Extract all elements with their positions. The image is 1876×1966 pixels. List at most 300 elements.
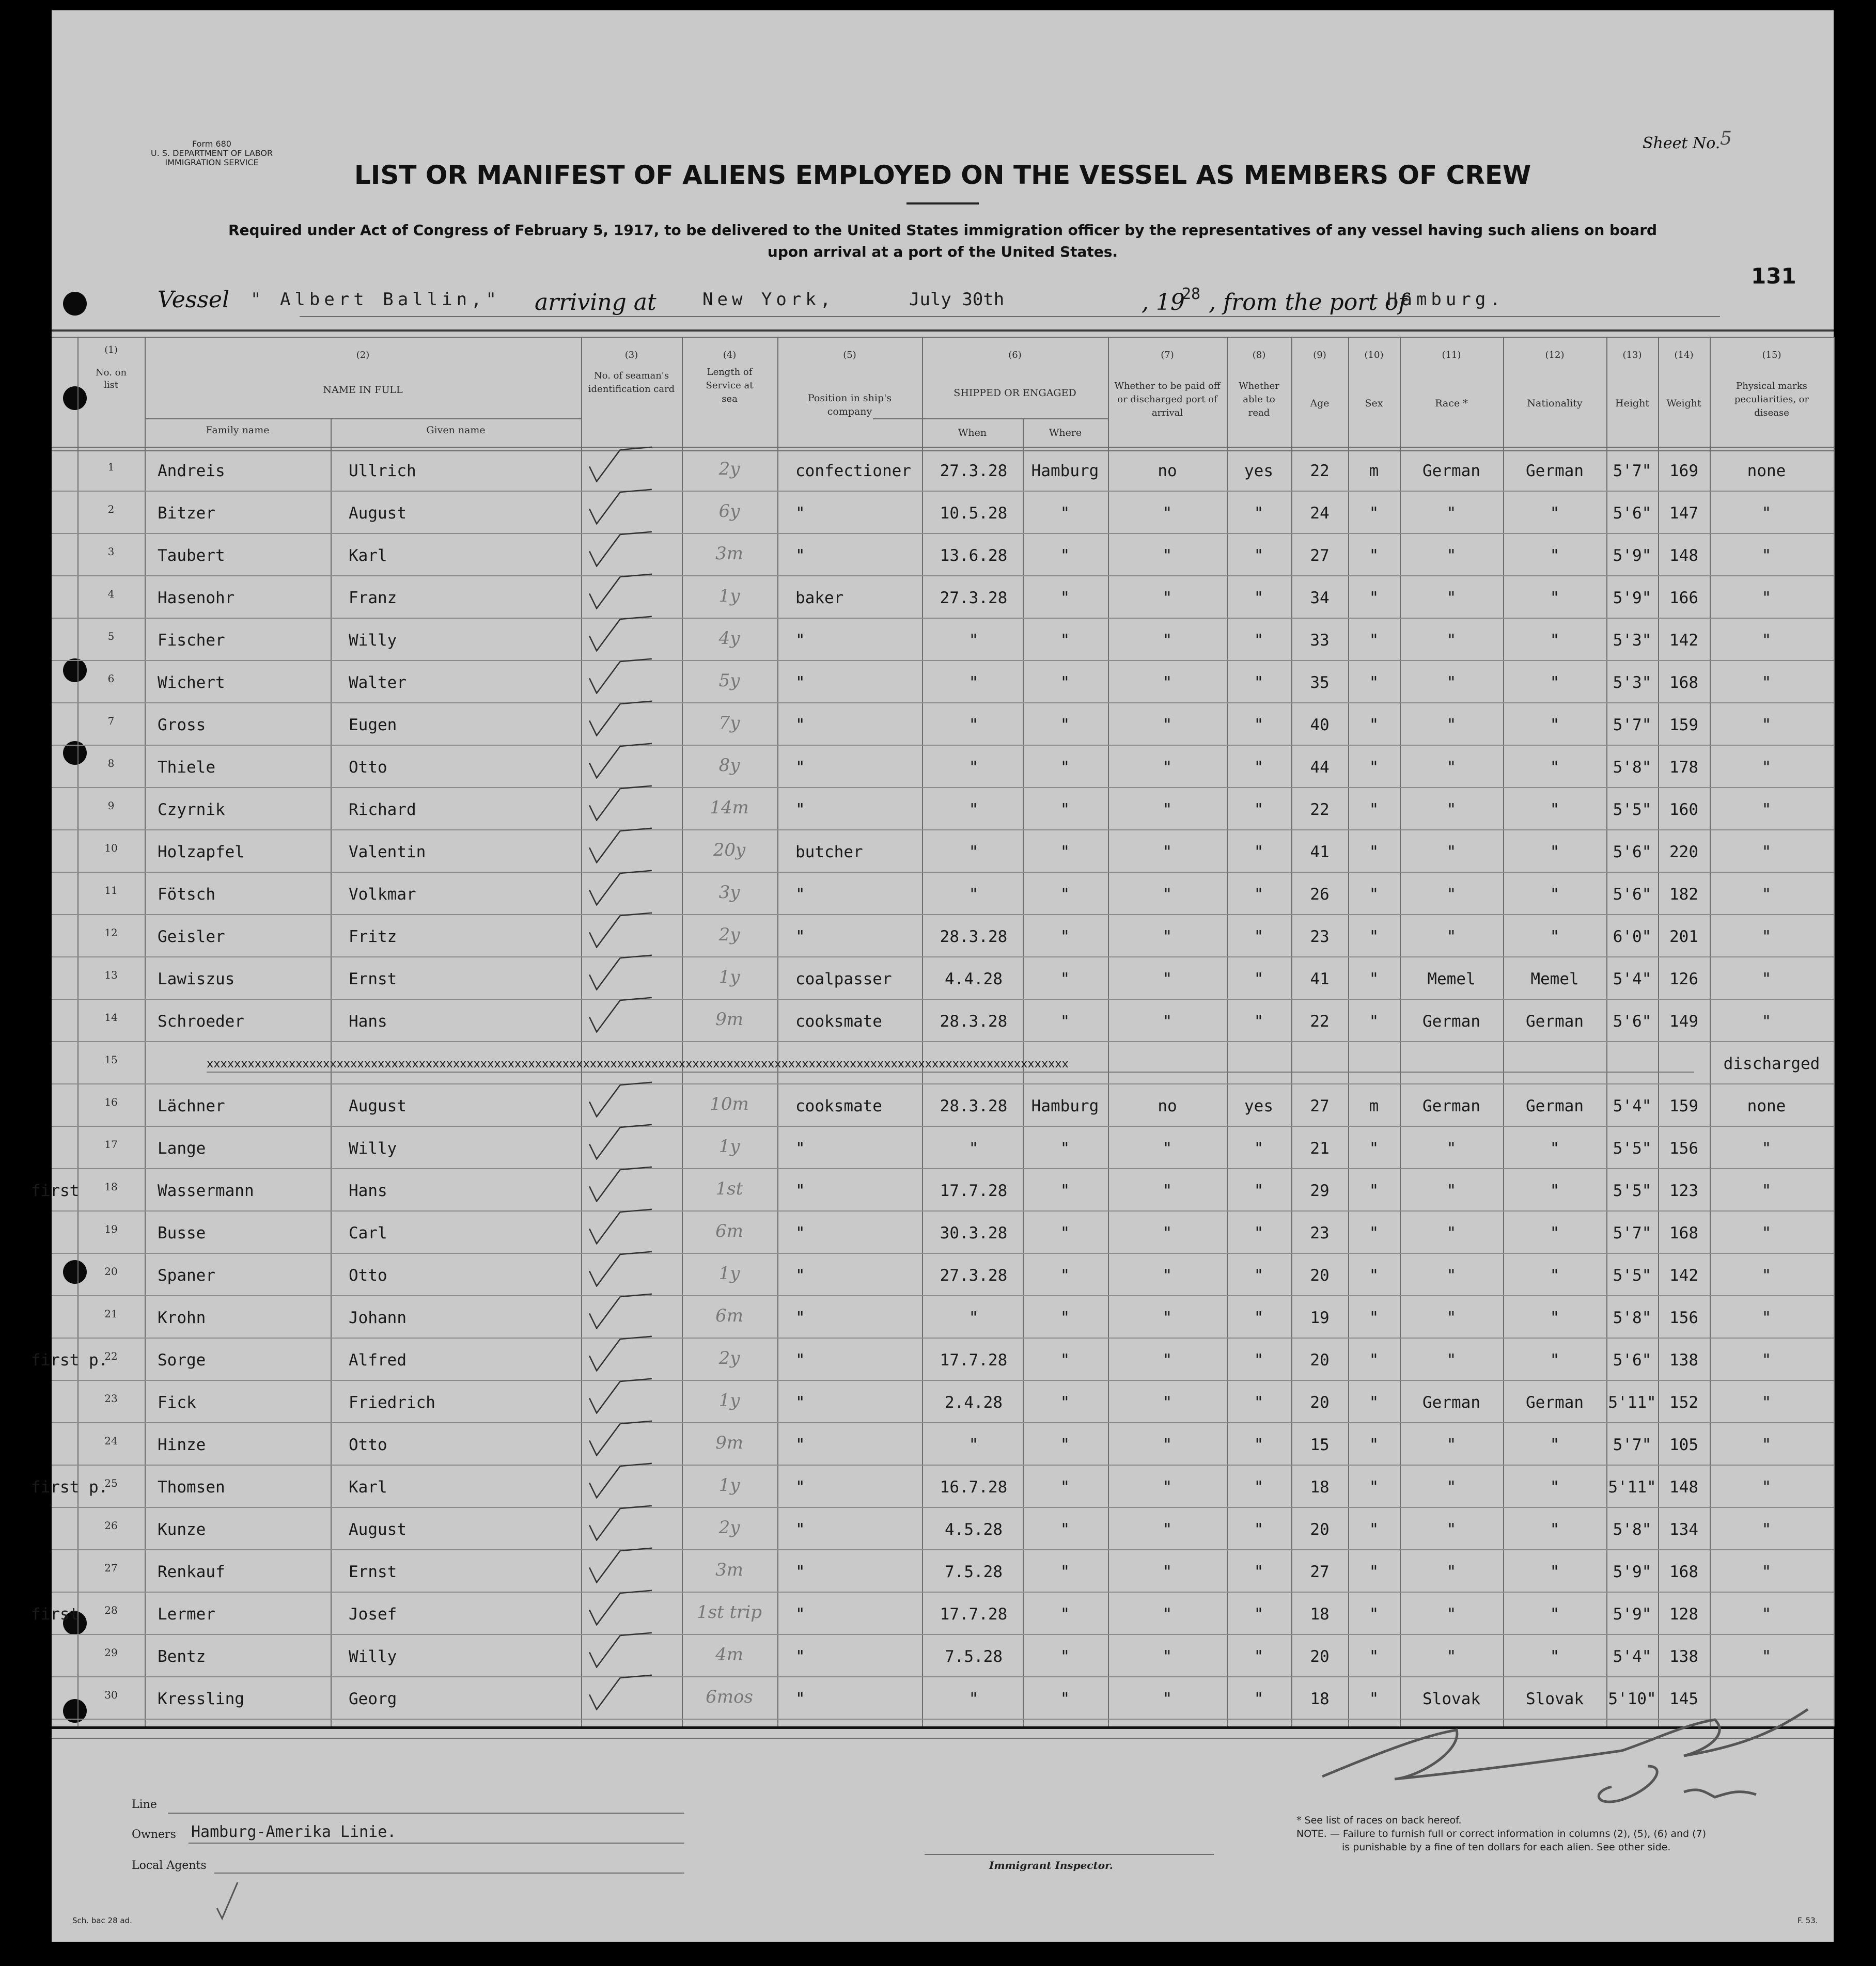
- height: 5'3": [1613, 631, 1652, 650]
- family-name: Bitzer: [158, 504, 215, 523]
- punch-hole: [63, 1260, 87, 1284]
- arrival-port: New York,: [702, 289, 835, 310]
- shipped-where: ": [1060, 1266, 1070, 1285]
- col-2b-header: Given name: [426, 424, 486, 436]
- row-line: [52, 1634, 1834, 1635]
- length-of-service: 2y: [718, 924, 740, 945]
- shipped-when: 10.5.28: [940, 504, 1008, 523]
- position: ": [795, 716, 805, 734]
- check-mark-icon: [584, 1505, 661, 1541]
- sex: ": [1369, 716, 1379, 734]
- sex: ": [1369, 504, 1379, 523]
- paid-off: ": [1162, 631, 1172, 650]
- weight: 147: [1669, 504, 1698, 523]
- age: 40: [1310, 716, 1330, 734]
- table-top-border: [52, 329, 1834, 332]
- race: Slovak: [1422, 1690, 1480, 1708]
- physical-marks: ": [1761, 1266, 1772, 1285]
- row-number: 27: [104, 1562, 118, 1574]
- physical-marks: ": [1761, 1351, 1772, 1370]
- able-to-read: ": [1254, 1436, 1264, 1454]
- check-mark-icon: [584, 1293, 661, 1329]
- sex: ": [1369, 843, 1379, 861]
- race: ": [1446, 1605, 1457, 1624]
- title-rule: [906, 202, 979, 205]
- physical-marks: ": [1761, 1647, 1772, 1666]
- paid-off: ": [1162, 1139, 1172, 1158]
- shipped-when: 28.3.28: [940, 927, 1008, 946]
- length-of-service: 6m: [715, 1306, 743, 1326]
- nationality: ": [1550, 589, 1560, 607]
- race: ": [1446, 758, 1457, 777]
- column-line: [77, 337, 79, 1726]
- shipped-where: ": [1060, 800, 1070, 819]
- shipped-where: Hamburg: [1031, 1097, 1099, 1115]
- weight: 156: [1669, 1309, 1698, 1327]
- height: 5'8": [1613, 758, 1652, 777]
- col-7-header: Whether to be paid off or discharged port of arrival: [1114, 381, 1221, 418]
- physical-marks: ": [1761, 673, 1772, 692]
- height: 5'9": [1613, 1563, 1652, 1581]
- position: ": [795, 1647, 805, 1666]
- shipped-when: 27.3.28: [940, 462, 1008, 480]
- column-line: [1834, 337, 1835, 1726]
- shipped-when: 17.7.28: [940, 1605, 1008, 1624]
- arrival-year: 28: [1182, 285, 1201, 303]
- shipped-where: ": [1060, 1478, 1070, 1497]
- shipped-where: ": [1060, 1309, 1070, 1327]
- check-mark-icon: [584, 785, 661, 821]
- row-line: [52, 787, 1834, 788]
- height: 5'6": [1613, 504, 1652, 523]
- shipped-when: ": [968, 716, 979, 734]
- column-line: [777, 337, 778, 1726]
- check-mark-icon: [584, 1081, 661, 1118]
- nationality: ": [1550, 1605, 1560, 1624]
- family-name: Geisler: [158, 927, 225, 946]
- position: ": [795, 546, 805, 565]
- row-line: [52, 1041, 1834, 1042]
- weight: 105: [1669, 1436, 1698, 1454]
- age: 21: [1310, 1139, 1330, 1158]
- physical-marks: ": [1761, 1520, 1772, 1539]
- race: ": [1446, 927, 1457, 946]
- nationality: ": [1550, 1182, 1560, 1200]
- given-name: August: [349, 1520, 407, 1539]
- able-to-read: ": [1254, 1478, 1264, 1497]
- row-line: [52, 1295, 1834, 1296]
- row-line: [52, 702, 1834, 703]
- col-4-header: Length of Service at sea: [706, 367, 754, 404]
- race: ": [1446, 1309, 1457, 1327]
- row-number: 21: [104, 1308, 118, 1320]
- nationality: ": [1550, 1351, 1560, 1370]
- height: 5'5": [1613, 800, 1652, 819]
- check-mark-icon: [584, 1462, 661, 1499]
- row-line: [52, 1422, 1834, 1423]
- nationality: ": [1550, 1520, 1560, 1539]
- col-6-header: SHIPPED OR ENGAGED: [953, 387, 1076, 399]
- length-of-service: 1st: [715, 1178, 743, 1199]
- weight: 128: [1669, 1605, 1698, 1624]
- height: 5'9": [1613, 546, 1652, 565]
- race: German: [1422, 1012, 1480, 1031]
- weight: 182: [1669, 885, 1698, 904]
- row-number: 15: [104, 1053, 118, 1066]
- family-name: Spaner: [158, 1266, 215, 1285]
- physical-marks: ": [1761, 631, 1772, 650]
- family-name: Wassermann: [158, 1182, 254, 1200]
- check-mark-icon: [584, 912, 661, 948]
- row-line: [52, 1338, 1834, 1339]
- nationality: ": [1550, 758, 1560, 777]
- inspector-label: Immigrant Inspector.: [989, 1859, 1113, 1871]
- able-to-read: ": [1254, 546, 1264, 565]
- able-to-read: ": [1254, 970, 1264, 988]
- physical-marks: ": [1761, 1309, 1772, 1327]
- row-number: 13: [104, 969, 118, 981]
- weight: 168: [1669, 1563, 1698, 1581]
- nationality: ": [1550, 843, 1560, 861]
- height: 5'9": [1613, 1605, 1652, 1624]
- sex: ": [1369, 1309, 1379, 1327]
- age: 18: [1310, 1690, 1330, 1708]
- able-to-read: ": [1254, 1182, 1264, 1200]
- shipped-where: ": [1060, 885, 1070, 904]
- nationality: ": [1550, 673, 1560, 692]
- shipped-when: 27.3.28: [940, 1266, 1008, 1285]
- height: 5'5": [1613, 1266, 1652, 1285]
- position: coalpasser: [795, 970, 892, 988]
- weight: 159: [1669, 1097, 1698, 1115]
- given-name: Hans: [349, 1182, 387, 1200]
- check-mark-icon: [584, 616, 661, 652]
- row-line: [52, 914, 1834, 915]
- col-8-header: Whether able to read: [1239, 381, 1279, 418]
- row-number: 29: [104, 1646, 118, 1659]
- header-bottom-border: [52, 450, 1834, 451]
- row-line: [52, 1168, 1834, 1169]
- able-to-read: ": [1254, 758, 1264, 777]
- physical-marks: ": [1761, 589, 1772, 607]
- shipped-where: ": [1060, 927, 1070, 946]
- race: ": [1446, 1351, 1457, 1370]
- physical-marks: none: [1747, 1097, 1786, 1115]
- able-to-read: ": [1254, 673, 1264, 692]
- check-mark-icon: [584, 827, 661, 863]
- sex: ": [1369, 885, 1379, 904]
- schedule-code: Sch. bac 28 ad.: [72, 1916, 132, 1925]
- shipped-where: ": [1060, 758, 1070, 777]
- age: 22: [1310, 1012, 1330, 1031]
- row-number: 24: [104, 1435, 118, 1447]
- shipped-where: ": [1060, 1351, 1070, 1370]
- length-of-service: 2y: [718, 459, 740, 479]
- row-number: 8: [107, 757, 115, 769]
- age: 34: [1310, 589, 1330, 607]
- sex: ": [1369, 546, 1379, 565]
- paid-off: ": [1162, 1520, 1172, 1539]
- nationality: Slovak: [1526, 1690, 1584, 1708]
- age: 22: [1310, 462, 1330, 480]
- able-to-read: ": [1254, 1351, 1264, 1370]
- row-line: [52, 956, 1834, 957]
- age: 29: [1310, 1182, 1330, 1200]
- race: Memel: [1427, 970, 1476, 988]
- shipped-where: ": [1060, 1647, 1070, 1666]
- col-14-header: Weight: [1666, 398, 1701, 409]
- age: 44: [1310, 758, 1330, 777]
- column-line: [1710, 337, 1711, 1726]
- length-of-service: 10m: [710, 1094, 749, 1114]
- paid-off: ": [1162, 716, 1172, 734]
- col-2a-header: Family name: [206, 424, 270, 436]
- length-of-service: 2y: [718, 1348, 740, 1369]
- height: 5'4": [1613, 1097, 1652, 1115]
- height: 5'6": [1613, 1012, 1652, 1031]
- age: 23: [1310, 1224, 1330, 1242]
- row-line: [52, 1380, 1834, 1381]
- position: cooksmate: [795, 1097, 882, 1115]
- able-to-read: ": [1254, 504, 1264, 523]
- nationality: German: [1526, 462, 1584, 480]
- column-line: [1606, 337, 1607, 1726]
- paid-off: ": [1162, 1690, 1172, 1708]
- row-number: 14: [104, 1011, 118, 1024]
- physical-marks: ": [1761, 885, 1772, 904]
- family-name: Busse: [158, 1224, 206, 1242]
- age: 27: [1310, 546, 1330, 565]
- given-name: Karl: [349, 1478, 387, 1497]
- able-to-read: ": [1254, 1309, 1264, 1327]
- sex: ": [1369, 1266, 1379, 1285]
- given-name: Richard: [349, 800, 416, 819]
- position: ": [795, 1478, 805, 1497]
- able-to-read: ": [1254, 1139, 1264, 1158]
- check-mark-icon: [584, 531, 661, 567]
- paid-off: ": [1162, 589, 1172, 607]
- col-15-number: (15): [1762, 350, 1781, 360]
- position: butcher: [795, 843, 863, 861]
- given-name: Valentin: [349, 843, 426, 861]
- race: ": [1446, 716, 1457, 734]
- age: 20: [1310, 1266, 1330, 1285]
- height: 5'6": [1613, 1351, 1652, 1370]
- family-name: Lermer: [158, 1605, 215, 1624]
- position: ": [795, 673, 805, 692]
- weight: 138: [1669, 1647, 1698, 1666]
- shipped-where: ": [1060, 970, 1070, 988]
- check-mark-icon: [584, 1166, 661, 1202]
- age: 41: [1310, 843, 1330, 861]
- nationality: ": [1550, 1647, 1560, 1666]
- row-number: 6: [107, 672, 115, 685]
- family-name: Gross: [158, 716, 206, 734]
- age: 41: [1310, 970, 1330, 988]
- strike-through-line: [207, 1072, 1694, 1073]
- nationality: ": [1550, 1309, 1560, 1327]
- row-number: 20: [104, 1265, 118, 1278]
- col-6-number: (6): [1008, 350, 1022, 360]
- shipped-when: 4.5.28: [945, 1520, 1003, 1539]
- able-to-read: ": [1254, 1266, 1264, 1285]
- col-11-number: (11): [1442, 350, 1461, 360]
- sex: ": [1369, 970, 1379, 988]
- age: 35: [1310, 673, 1330, 692]
- height: 5'9": [1613, 589, 1652, 607]
- paid-off: ": [1162, 1224, 1172, 1242]
- col-10-header: Sex: [1365, 398, 1383, 409]
- family-name: Kunze: [158, 1520, 206, 1539]
- shipped-where: ": [1060, 843, 1070, 861]
- position: ": [795, 758, 805, 777]
- paid-off: ": [1162, 1478, 1172, 1497]
- given-name: Hans: [349, 1012, 387, 1031]
- sex: ": [1369, 1563, 1379, 1581]
- paid-off: ": [1162, 800, 1172, 819]
- weight: 134: [1669, 1520, 1698, 1539]
- race: ": [1446, 546, 1457, 565]
- length-of-service: 3y: [718, 882, 740, 903]
- race: ": [1446, 1139, 1457, 1158]
- race: ": [1446, 1436, 1457, 1454]
- family-name: Fischer: [158, 631, 225, 650]
- height: 5'11": [1608, 1393, 1656, 1412]
- department-name: U. S. DEPARTMENT OF LABOR: [150, 148, 273, 158]
- family-name: Renkauf: [158, 1563, 225, 1581]
- length-of-service: 4y: [718, 628, 740, 649]
- sex: m: [1369, 462, 1379, 480]
- paid-off: ": [1162, 504, 1172, 523]
- footnote-block: [1296, 1814, 1706, 1854]
- shipped-when: 4.4.28: [945, 970, 1003, 988]
- age: 27: [1310, 1097, 1330, 1115]
- row-number: 26: [104, 1519, 118, 1532]
- position: ": [795, 885, 805, 904]
- check-mark-icon: [584, 1632, 661, 1668]
- length-of-service: 3m: [715, 1560, 743, 1580]
- nationality: German: [1526, 1393, 1584, 1412]
- sex: ": [1369, 1012, 1379, 1031]
- position: ": [795, 1182, 805, 1200]
- shipped-when: ": [968, 631, 979, 650]
- sex: ": [1369, 1690, 1379, 1708]
- weight: 168: [1669, 673, 1698, 692]
- given-name: Otto: [349, 1266, 387, 1285]
- paid-off: ": [1162, 546, 1172, 565]
- check-mark-icon: [584, 1590, 661, 1626]
- position: ": [795, 800, 805, 819]
- nationality: ": [1550, 631, 1560, 650]
- weight: 138: [1669, 1351, 1698, 1370]
- height: 5'10": [1608, 1690, 1656, 1708]
- row-number: 10: [104, 842, 118, 854]
- weight: 160: [1669, 800, 1698, 819]
- header-bottom-border: [52, 447, 1834, 448]
- margin-note: first p.: [31, 1478, 108, 1497]
- nationality: Memel: [1530, 970, 1579, 988]
- race: ": [1446, 1647, 1457, 1666]
- length-of-service: 4m: [715, 1644, 743, 1665]
- column-line: [682, 337, 683, 1726]
- col-13-number: (13): [1622, 350, 1642, 360]
- family-name: Thiele: [158, 758, 215, 777]
- sex: ": [1369, 1139, 1379, 1158]
- shipped-when: 7.5.28: [945, 1647, 1003, 1666]
- check-mark-icon: [584, 1420, 661, 1456]
- able-to-read: ": [1254, 1563, 1264, 1581]
- row-number: 16: [104, 1096, 118, 1108]
- position: ": [795, 1309, 805, 1327]
- punch-hole: [63, 658, 87, 682]
- paid-off: ": [1162, 1266, 1172, 1285]
- length-of-service: 9m: [715, 1009, 743, 1030]
- shipped-where: ": [1060, 589, 1070, 607]
- shipped-when: 17.7.28: [940, 1351, 1008, 1370]
- check-mark-icon: [584, 573, 661, 609]
- shipped-when: ": [968, 843, 979, 861]
- able-to-read: ": [1254, 1224, 1264, 1242]
- physical-marks: ": [1761, 1139, 1772, 1158]
- family-name: Krohn: [158, 1309, 206, 1327]
- footnote-penalty: NOTE. — Failure to furnish full or correct information in columns (2), (5), (6) and (7): [1296, 1828, 1707, 1839]
- nationality: ": [1550, 800, 1560, 819]
- check-mark-icon: [584, 1335, 661, 1372]
- age: 20: [1310, 1520, 1330, 1539]
- inspector-signature: [1291, 1689, 1818, 1807]
- struck-entry: xxxxxxxxxxxxxxxxxxxxxxxxxxxxxxxxxxxxxxxxxxxxxxxxxxxxxxxxxxxxxxxxxxxxxxxxxxxxxxxxxxxxxxxxxxxxxxxxxxxxxxxxxxxxxxxxxxxxxxxxxxxxxx: [207, 1058, 1069, 1071]
- length-of-service: 1y: [718, 1390, 740, 1411]
- inspector-underline: [925, 1854, 1214, 1855]
- owners-underline: [189, 1843, 684, 1844]
- col-3-number: (3): [624, 350, 638, 360]
- family-name: Andreis: [158, 462, 225, 480]
- family-name: Fötsch: [158, 885, 215, 904]
- age: 18: [1310, 1478, 1330, 1497]
- position: ": [795, 1393, 805, 1412]
- age: 33: [1310, 631, 1330, 650]
- height: 5'6": [1613, 843, 1652, 861]
- sex: ": [1369, 631, 1379, 650]
- row-number: 1: [107, 461, 115, 473]
- owners-value: Hamburg-Amerika Linie.: [191, 1823, 397, 1841]
- shipped-when: 17.7.28: [940, 1182, 1008, 1200]
- length-of-service: 2y: [718, 1517, 740, 1538]
- column-line: [1348, 337, 1349, 1726]
- col-14-number: (14): [1674, 350, 1694, 360]
- row-line: [52, 1676, 1834, 1677]
- row-line: [52, 1126, 1834, 1127]
- shipped-where: ": [1060, 1563, 1070, 1581]
- given-name: August: [349, 504, 407, 523]
- age: 24: [1310, 504, 1330, 523]
- sex: ": [1369, 1605, 1379, 1624]
- row-line: [52, 1210, 1834, 1212]
- shipped-when: ": [968, 885, 979, 904]
- nationality: ": [1550, 927, 1560, 946]
- race: ": [1446, 1266, 1457, 1285]
- arriving-label: arriving at: [535, 289, 656, 316]
- sex: ": [1369, 1351, 1379, 1370]
- weight: 148: [1669, 546, 1698, 565]
- physical-marks: ": [1761, 1393, 1772, 1412]
- col-13-header: Height: [1615, 398, 1649, 409]
- shipped-where: ": [1060, 716, 1070, 734]
- row-number: 30: [104, 1689, 118, 1701]
- row-number: 11: [104, 884, 118, 897]
- height: 5'7": [1613, 1224, 1652, 1242]
- given-name: Franz: [349, 589, 397, 607]
